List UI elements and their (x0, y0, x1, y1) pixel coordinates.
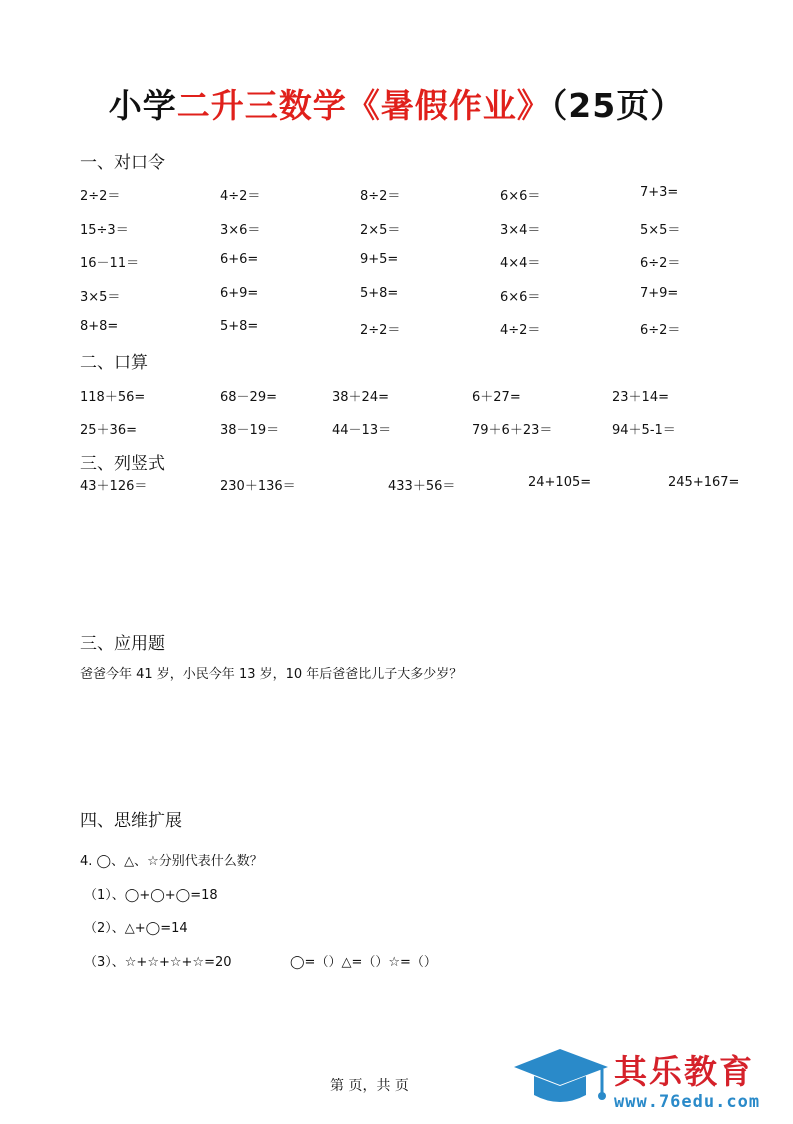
title-part-2: 二升三数学《暑假作业》 (176, 86, 551, 125)
thinking-line-3: （3）、☆+☆+☆+☆=20 (84, 955, 232, 970)
section-heading-word-problem: 三、应用题 (80, 634, 165, 654)
oral-cell: 6+9= (220, 286, 259, 301)
calc-cell: 23＋14= (612, 390, 669, 405)
word-problem-text: 爸爸今年 41 岁，小民今年 13 岁，10 年后爸爸比儿子大多少岁？ (80, 667, 463, 682)
section-heading-thinking: 四、思维扩展 (80, 811, 182, 831)
title-part-1: 小学 (108, 86, 177, 125)
oral-cell: 5+8= (220, 319, 259, 334)
oral-cell: 2÷2＝ (80, 189, 121, 204)
page-title (0, 80, 793, 127)
logo (510, 1045, 615, 1124)
oral-cell: 3×6＝ (220, 223, 261, 238)
thinking-question: 4. ◯、△、☆分别代表什么数？ (80, 854, 263, 869)
vertical-item: 433＋56＝ (388, 479, 456, 494)
graduation-cap-icon (510, 1045, 615, 1120)
oral-cell: 6÷2＝ (640, 256, 681, 271)
vertical-item: 24+105= (528, 475, 592, 490)
oral-cell: 3×4＝ (500, 223, 541, 238)
oral-cell: 7+9= (640, 286, 679, 301)
calc-cell: 68－29= (220, 390, 277, 405)
title-part-3: （25页） (550, 86, 685, 125)
page-footer: 第 页，共 页 (330, 1078, 409, 1094)
oral-cell: 6+6= (220, 252, 259, 267)
vertical-item: 245+167= (668, 475, 740, 490)
oral-cell: 4÷2＝ (500, 323, 541, 338)
oral-cell: 2÷2＝ (360, 323, 401, 338)
oral-cell: 9+5= (360, 252, 399, 267)
oral-cell: 8+8= (80, 319, 119, 334)
calc-cell: 6＋27= (472, 390, 521, 405)
thinking-answers: ◯=（）△=（）☆=（） (290, 955, 437, 970)
logo-url: www.76edu.com (614, 1092, 761, 1112)
oral-cell: 5+8= (360, 286, 399, 301)
oral-cell: 6×6＝ (500, 189, 541, 204)
logo-name: 其乐教育 (614, 1052, 754, 1091)
calc-cell: 38＋24= (332, 390, 389, 405)
calc-cell: 94＋5-1＝ (612, 423, 676, 438)
oral-cell: 2×5＝ (360, 223, 401, 238)
thinking-line-2: （2）、△+◯=14 (84, 921, 188, 936)
oral-cell: 6×6＝ (500, 290, 541, 305)
section-heading-oral: 一、对口令 (80, 153, 165, 173)
oral-cell: 8÷2＝ (360, 189, 401, 204)
thinking-line-1: （1）、◯+◯+◯=18 (84, 888, 218, 903)
vertical-item: 43＋126＝ (80, 479, 148, 494)
vertical-item: 230＋136＝ (220, 479, 296, 494)
oral-cell: 16－11＝ (80, 256, 140, 271)
oral-cell: 15÷3＝ (80, 223, 129, 238)
oral-cell: 4×4＝ (500, 256, 541, 271)
oral-cell: 5×5＝ (640, 223, 681, 238)
section-heading-vertical: 三、列竖式 (80, 454, 165, 474)
calc-cell: 25＋36= (80, 423, 137, 438)
calc-cell: 44－13＝ (332, 423, 392, 438)
oral-cell: 4÷2＝ (220, 189, 261, 204)
calc-cell: 79＋6＋23＝ (472, 423, 553, 438)
oral-cell: 3×5＝ (80, 290, 121, 305)
calc-cell: 118＋56= (80, 390, 146, 405)
oral-cell: 6÷2＝ (640, 323, 681, 338)
calc-cell: 38－19＝ (220, 423, 280, 438)
section-heading-calc: 二、口算 (80, 353, 148, 373)
oral-cell: 7+3= (640, 185, 679, 200)
